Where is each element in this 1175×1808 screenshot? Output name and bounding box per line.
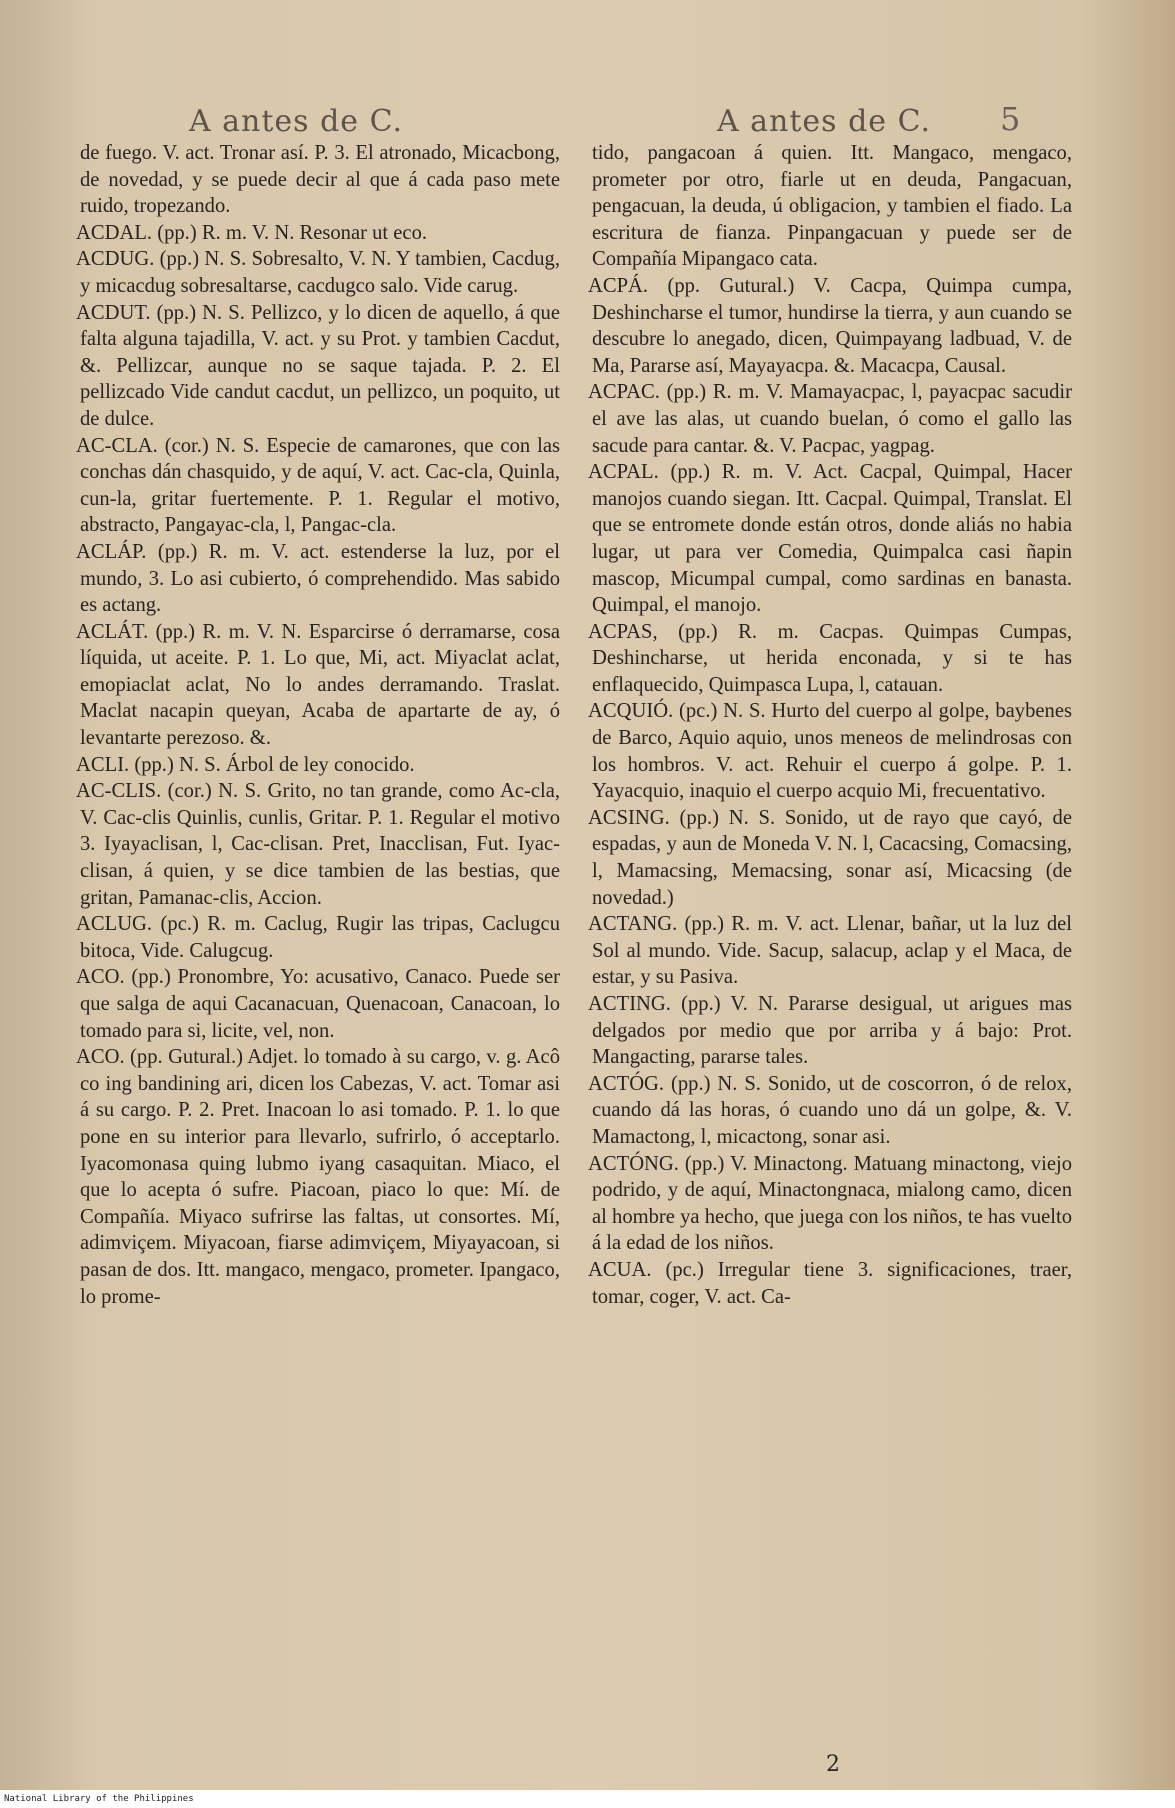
entry: ACLI. (pp.) N. S. Árbol de ley conocido. <box>76 753 415 776</box>
entry: ACUA. (pc.) Irregular tiene 3. significaciones, traer, tomar, coger, V. act. Ca- <box>588 1258 1072 1308</box>
entry: ACQUIÓ. (pc.) N. S. Hurto del cuerpo al golpe, baybenes de Barco, Aquio aquio, unos meneos de melindrosas con los hombros. V. act. Rehuir el cuerpo á golpe. P. 1. Yayacquio, inaquio el cuerpo acquio Mi, frecuentativo. <box>588 700 1072 803</box>
left-column <box>76 140 560 1310</box>
entry: ACSING. (pp.) N. S. Sonido, ut de rayo que cayó, de espadas, y aun de Moneda V. N. l, Cacacsing, Comacsing, l, Mamacsing, Memacsing, sonar así, Micacsing (de novedad.) <box>588 806 1072 909</box>
running-header-right: A antes de C. <box>716 104 932 139</box>
signature-mark: 2 <box>826 1752 840 1777</box>
entry: ACPAL. (pp.) R. m. V. Act. Cacpal, Quimpal, Hacer manojos cuando siegan. Itt. Cacpal. Quimpal, Translat. El que se entromete donde están otros, donde aliás no habia lugar, ut para ver Comedia, Quimpalca casi ñapin mascop, Micumpal cumpal, como sardinas en banasta. Quimpal, el manojo. <box>588 461 1072 617</box>
entry: ACTANG. (pp.) R. m. V. act. Llenar, bañar, ut la luz del Sol al mundo. Vide. Sacup, salacup, aclap y el Maca, de estar, y su Pasiva. <box>588 913 1072 989</box>
entry: ACTÓNG. (pp.) V. Minactong. Matuang minactong, viejo podrido, y de aquí, Minactongnaca, mialong camo, dicen al hombre ya hecho, que juega con los niños, te has vuelto á la edad de los niños. <box>588 1152 1072 1255</box>
entry: ACPAC. (pp.) R. m. V. Mamayacpac, l, payacpac sacudir el ave las alas, ut cuando buelan, ó como el gallo las sacude para cantar. &. V. Pacpac, yagpag. <box>588 381 1072 457</box>
entry: de fuego. V. act. Tronar así. P. 3. El atronado, Micacbong, de novedad, y se puede decir al que á cada paso mete ruido, tropezando. <box>80 142 560 218</box>
page-number: 5 <box>1000 100 1021 138</box>
scan-footer: National Library of the Philippines <box>0 1790 1175 1808</box>
entry: ACTÓG. (pp.) N. S. Sonido, ut de coscorron, ó de relox, cuando dá las horas, ó cuando uno dá un golpe, &. V. Mamactong, l, micactong, sonar asi. <box>588 1072 1072 1148</box>
entry: ACDAL. (pp.) R. m. V. N. Resonar ut eco. <box>76 221 428 244</box>
entry: AC-CLIS. (cor.) N. S. Grito, no tan grande, como Ac-cla, V. Cac-clis Quinlis, cunlis, Gritar. P. 1. Regular el motivo 3. Iyayaclisan, l, Cac-clisan. Pret, Inacclisan, Fut. Iyac-clisan, á quien, y se dice tambien de las bestias, que gritan, Pamanac-clis, Accion. <box>76 780 560 909</box>
entry: ACDUG. (pp.) N. S. Sobresalto, V. N. Y tambien, Cacdug, y micacdug sobresaltarse, cacdugco salo. Vide carug. <box>76 248 560 297</box>
entry: tido, pangacoan á quien. Itt. Mangaco, mengaco, prometer por otro, fiarle ut en deuda, Pangacuan, pengacuan, la deuda, ú obligacion, y tambien el fiado. La escritura de fianza. Pinpangacuan y puede ser de Compañía Mipangaco cata. <box>592 142 1072 271</box>
right-column <box>588 140 1072 1310</box>
entry: ACO. (pp.) Pronombre, Yo: acusativo, Canaco. Puede ser que salga de aqui Cacanacuan, Quenacoan, Canacoan, lo tomado para si, licite, vel, non. <box>76 966 560 1042</box>
entry: ACLUG. (pc.) R. m. Caclug, Rugir las tripas, Caclugcu bitoca, Vide. Calugcug. <box>76 913 560 962</box>
entry: ACLÁP. (pp.) R. m. V. act. estenderse la luz, por el mundo, 3. Lo asi cubierto, ó comprehendido. Mas sabido es actang. <box>76 540 560 617</box>
entry: ACO. (pp. Gutural.) Adjet. lo tomado à su cargo, v. g. Acô co ing bandining ari, dicen los Cabezas, V. act. Tomar asi á su cargo. P. 2. Pret. Inacoan lo asi tomado. P. 1. lo que pone en su interior para llevarlo, sufrirlo, ó acceptarlo. Iyacomonasa quing lubmo iyang casaquitan. Miaco, el que lo acepta ó sufre. Piacoan, piaco lo que: Mí. de Compañía. Miyaco sufrirse las faltas, ut consortes. Mí, adimviçem. Miyacoan, fiarse adimviçem, Miyayacoan, si pasan de dos. Itt. mangaco, mengaco, prometer. Ipangaco, lo prome- <box>76 1046 560 1308</box>
entry: ACTING. (pp.) V. N. Pararse desigual, ut arigues mas delgados por medio que por arriba y á bajo: Prot. Mangacting, pararse tales. <box>588 993 1072 1069</box>
entry: ACDUT. (pp.) N. S. Pellizco, y lo dicen de aquello, á que falta alguna tajadilla, V. act. y su Prot. y tambien Cacdut, &. Pellizcar, aunque no se saque tajada. P. 2. El pellizcado Vide candut cacdut, un pellizco, un poquito, ut de dulce. <box>76 301 560 430</box>
entry: AC-CLA. (cor.) N. S. Especie de camarones, que con las conchas dán chasquido, y de aquí, V. act. Cac-cla, Quinla, cun-la, gritar fuertemente. P. 1. Regular el motivo, abstracto, Pangayac-cla, l, Pangac-cla. <box>76 434 560 537</box>
entry: ACPAS, (pp.) R. m. Cacpas. Quimpas Cumpas, Deshincharse, ut herida enconada, y si te has enflaquecido, Quimpasca Lupa, l, catauan. <box>588 620 1072 696</box>
entry: ACPÁ. (pp. Gutural.) V. Cacpa, Quimpa cumpa, Deshincharse el tumor, hundirse la tierra, y aun cuando se descubre lo anegado, dicen, Quimpayang ladbuad, V. de Ma, Pararse así, Mayayacpa. &. Macacpa, Causal. <box>588 274 1072 377</box>
entry: ACLÁT. (pp.) R. m. V. N. Esparcirse ó derramarse, cosa líquida, ut aceite. P. 1. Lo que, Mi, act. Miyaclat aclat, emopiaclat aclat, No lo andes derramando. Traslat. Maclat nacapin queyan, Acaba de apartarte de ay, ó levantarte perezoso. &. <box>76 620 560 750</box>
running-header-left: A antes de C. <box>188 104 404 139</box>
